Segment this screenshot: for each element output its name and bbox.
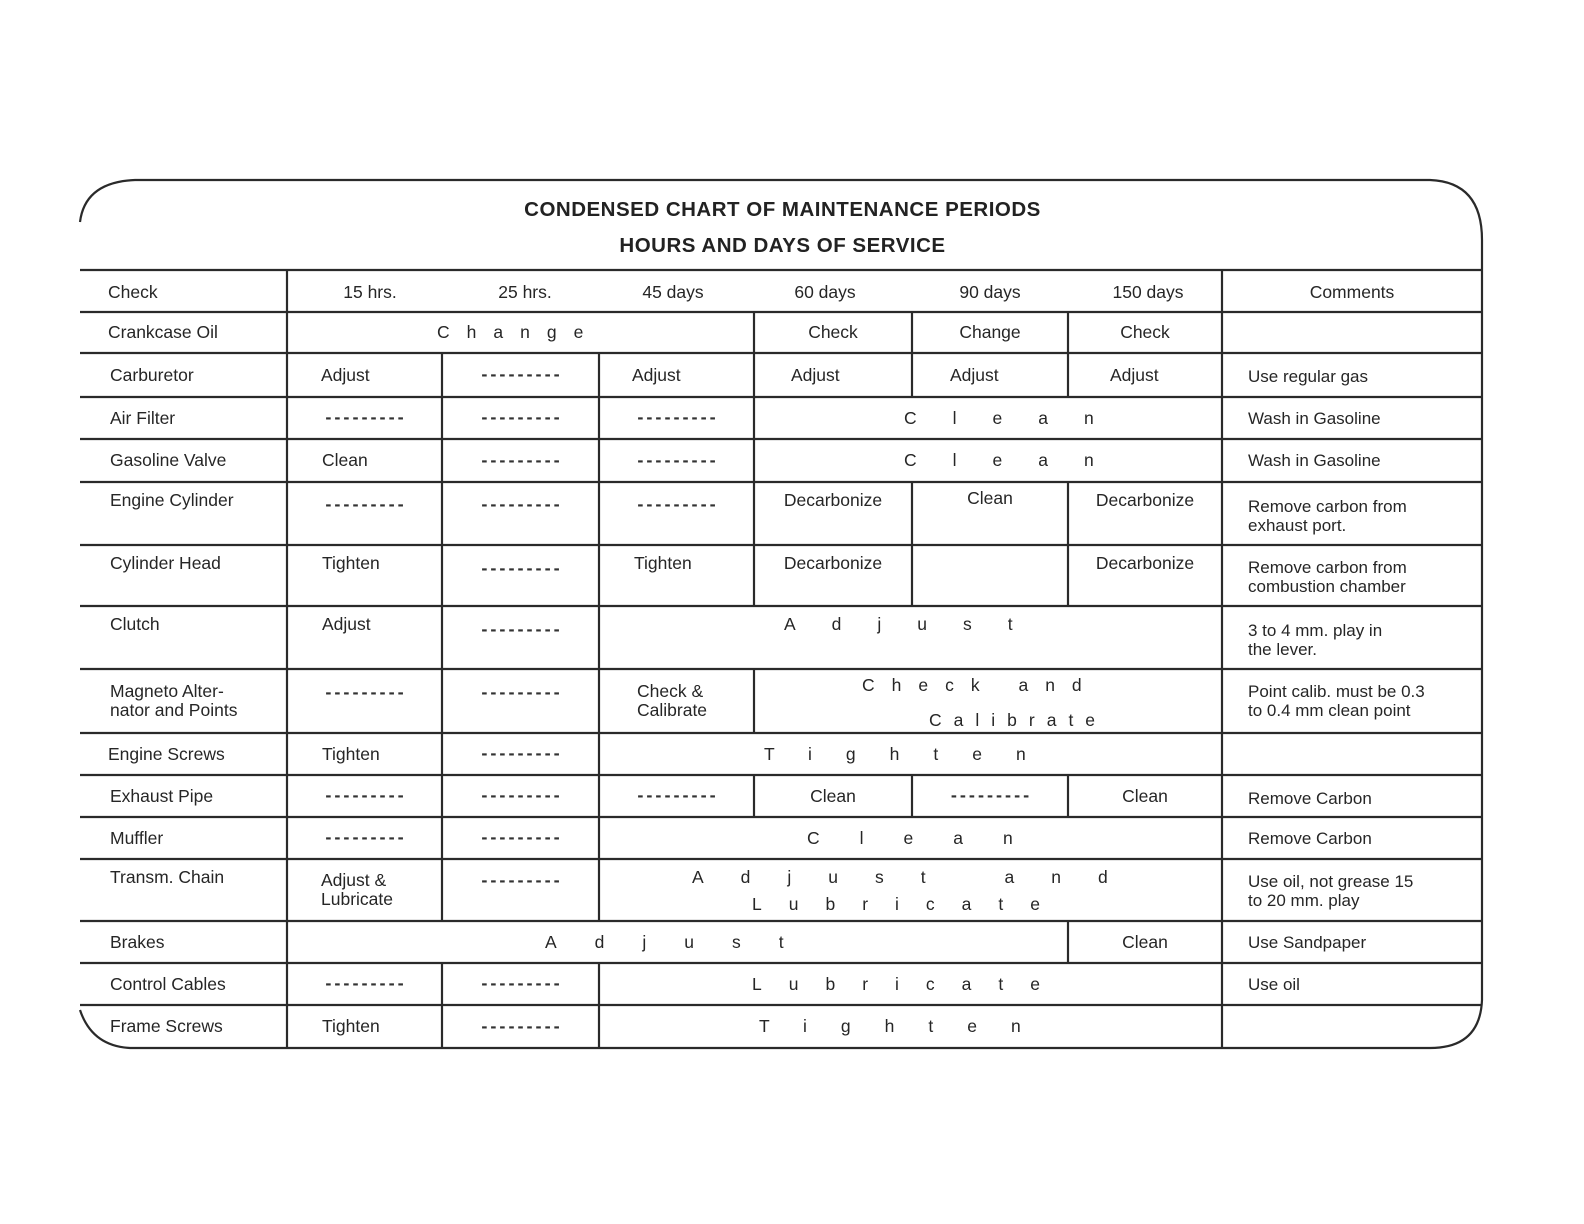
carburetor-90-days: Adjust <box>950 364 999 385</box>
row-label-carburetor: Carburetor <box>110 364 194 385</box>
gasoline-valve-clean-span: Clean <box>904 450 1130 470</box>
frame-screws-15-hrs: Tighten <box>322 1016 380 1036</box>
row-label-magneto: Magneto Alter- nator and Points <box>110 681 238 720</box>
transm-chain-comment: Use oil, not grease 15 to 20 mm. play <box>1248 872 1414 910</box>
transm-chain-lubricate-line: Lubricate <box>752 893 1067 914</box>
cylinder-head-comment: Remove carbon from combustion chamber <box>1248 558 1407 596</box>
row-label-air-filter: Air Filter <box>110 407 176 428</box>
gasoline-valve-25-hrs-dash: --------- <box>479 451 562 470</box>
brakes-adjust-span: Adjust <box>545 931 822 952</box>
row-label-crankcase-oil: Crankcase Oil <box>108 322 218 342</box>
row-label-frame-screws: Frame Screws <box>110 1016 223 1036</box>
gasoline-valve-15-hrs: Clean <box>322 450 368 470</box>
exhaust-pipe-15-hrs-dash: --------- <box>323 787 406 805</box>
cylinder-head-15-hrs: Tighten <box>322 553 380 573</box>
magneto-25-hrs-dash: --------- <box>479 684 562 702</box>
gasoline-valve-45-days-dash: --------- <box>635 451 718 470</box>
engine-cylinder-90-days: Clean <box>967 488 1013 508</box>
magneto-calibrate-line: Calibrate <box>929 709 1108 730</box>
transm-chain-25-hrs-dash: --------- <box>479 872 562 890</box>
engine-cylinder-150-days: Decarbonize <box>1095 490 1195 510</box>
cylinder-head-60-days: Decarbonize <box>783 553 883 573</box>
brakes-comment: Use Sandpaper <box>1248 933 1367 952</box>
header-90-days: 90 days <box>959 282 1021 302</box>
carburetor-60-days: Adjust <box>791 364 840 385</box>
magneto-45-days: Check & Calibrate <box>637 681 708 720</box>
control-cables-25-hrs-dash: --------- <box>479 975 562 993</box>
engine-screws-tighten-span: Tighten <box>764 743 1060 764</box>
clutch-25-hrs-dash: --------- <box>479 621 562 639</box>
cylinder-head-150-days: Decarbonize <box>1095 553 1195 573</box>
header-15-hrs: 15 hrs. <box>343 282 397 302</box>
row-label-exhaust-pipe: Exhaust Pipe <box>110 785 214 806</box>
exhaust-pipe-90-days-dash: --------- <box>949 787 1031 805</box>
transm-chain-15-hrs: Adjust & Lubricate <box>321 870 393 909</box>
header-check: Check <box>108 282 158 302</box>
header-45-days: 45 days <box>642 282 704 302</box>
air-filter-45-days-dash: --------- <box>635 409 718 427</box>
header-150-days: 150 days <box>1112 282 1184 302</box>
engine-cylinder-25-hrs-dash: --------- <box>479 495 562 514</box>
row-label-clutch: Clutch <box>110 614 160 634</box>
transm-chain-adjust-and-line: Adjust and <box>692 866 1145 887</box>
exhaust-pipe-comment: Remove Carbon <box>1248 789 1372 808</box>
engine-screws-25-hrs-dash: --------- <box>479 745 562 763</box>
carburetor-45-days: Adjust <box>632 364 681 385</box>
cylinder-head-45-days: Tighten <box>634 553 692 573</box>
header-comments: Comments <box>1309 282 1395 302</box>
clutch-comment: 3 to 4 mm. play in the lever. <box>1248 621 1383 659</box>
air-filter-25-hrs-dash: --------- <box>479 409 562 427</box>
air-filter-15-hrs-dash: --------- <box>323 409 406 427</box>
clutch-adjust-span: Adjust <box>784 614 1049 634</box>
frame-screws-tighten-span: Tighten <box>759 1016 1055 1036</box>
header-25-hrs: 25 hrs. <box>498 282 552 302</box>
air-filter-clean-span: Clean <box>904 407 1130 428</box>
brakes-150-days: Clean <box>1122 931 1168 952</box>
row-label-cylinder-head: Cylinder Head <box>110 553 221 573</box>
row-label-engine-screws: Engine Screws <box>108 743 225 764</box>
crankcase-150-days: Check <box>1120 322 1170 342</box>
muffler-15-hrs-dash: --------- <box>323 829 406 847</box>
cylinder-head-25-hrs-dash: --------- <box>479 560 562 578</box>
engine-screws-15-hrs: Tighten <box>322 743 380 764</box>
carburetor-25-hrs-dash: --------- <box>479 366 562 384</box>
control-cables-15-hrs-dash: --------- <box>323 975 406 993</box>
carburetor-15-hrs: Adjust <box>321 364 370 385</box>
magneto-check-and-line: Check and <box>862 674 1099 695</box>
crankcase-90-days: Change <box>959 322 1021 342</box>
row-label-brakes: Brakes <box>110 931 165 952</box>
gasoline-valve-comment: Wash in Gasoline <box>1248 451 1381 470</box>
air-filter-comment: Wash in Gasoline <box>1248 409 1381 428</box>
engine-cylinder-45-days-dash: --------- <box>635 495 718 514</box>
crankcase-60-days: Check <box>808 322 858 342</box>
control-cables-comment: Use oil <box>1248 975 1300 994</box>
chart-title: CONDENSED CHART OF MAINTENANCE PERIODS <box>524 198 1041 221</box>
magneto-15-hrs-dash: --------- <box>323 684 406 702</box>
engine-cylinder-comment: Remove carbon from exhaust port. <box>1248 497 1407 535</box>
chart-subtitle: HOURS AND DAYS OF SERVICE <box>619 234 946 257</box>
row-label-control-cables: Control Cables <box>110 973 226 994</box>
muffler-comment: Remove Carbon <box>1248 829 1372 848</box>
carburetor-150-days: Adjust <box>1110 364 1159 385</box>
row-label-transm-chain: Transm. Chain <box>110 867 225 887</box>
row-label-muffler: Muffler <box>110 827 164 848</box>
frame-screws-25-hrs-dash: --------- <box>479 1017 562 1036</box>
exhaust-pipe-60-days: Clean <box>810 785 856 806</box>
exhaust-pipe-25-hrs-dash: --------- <box>479 787 562 805</box>
header-60-days: 60 days <box>794 282 856 302</box>
engine-cylinder-15-hrs-dash: --------- <box>323 495 406 514</box>
crankcase-change-span: Change <box>437 322 601 342</box>
exhaust-pipe-150-days: Clean <box>1122 785 1168 806</box>
row-label-engine-cylinder: Engine Cylinder <box>110 490 234 510</box>
carburetor-comment: Use regular gas <box>1248 367 1369 386</box>
exhaust-pipe-45-days-dash: --------- <box>635 787 718 805</box>
control-cables-lubricate-span: Lubricate <box>752 973 1067 994</box>
clutch-15-hrs: Adjust <box>322 614 371 634</box>
muffler-clean-span: Clean <box>807 827 1053 848</box>
row-label-gasoline-valve: Gasoline Valve <box>110 450 227 470</box>
magneto-comment: Point calib. must be 0.3 to 0.4 mm clean point <box>1248 682 1425 720</box>
muffler-25-hrs-dash: --------- <box>479 829 562 847</box>
engine-cylinder-60-days: Decarbonize <box>783 490 883 510</box>
